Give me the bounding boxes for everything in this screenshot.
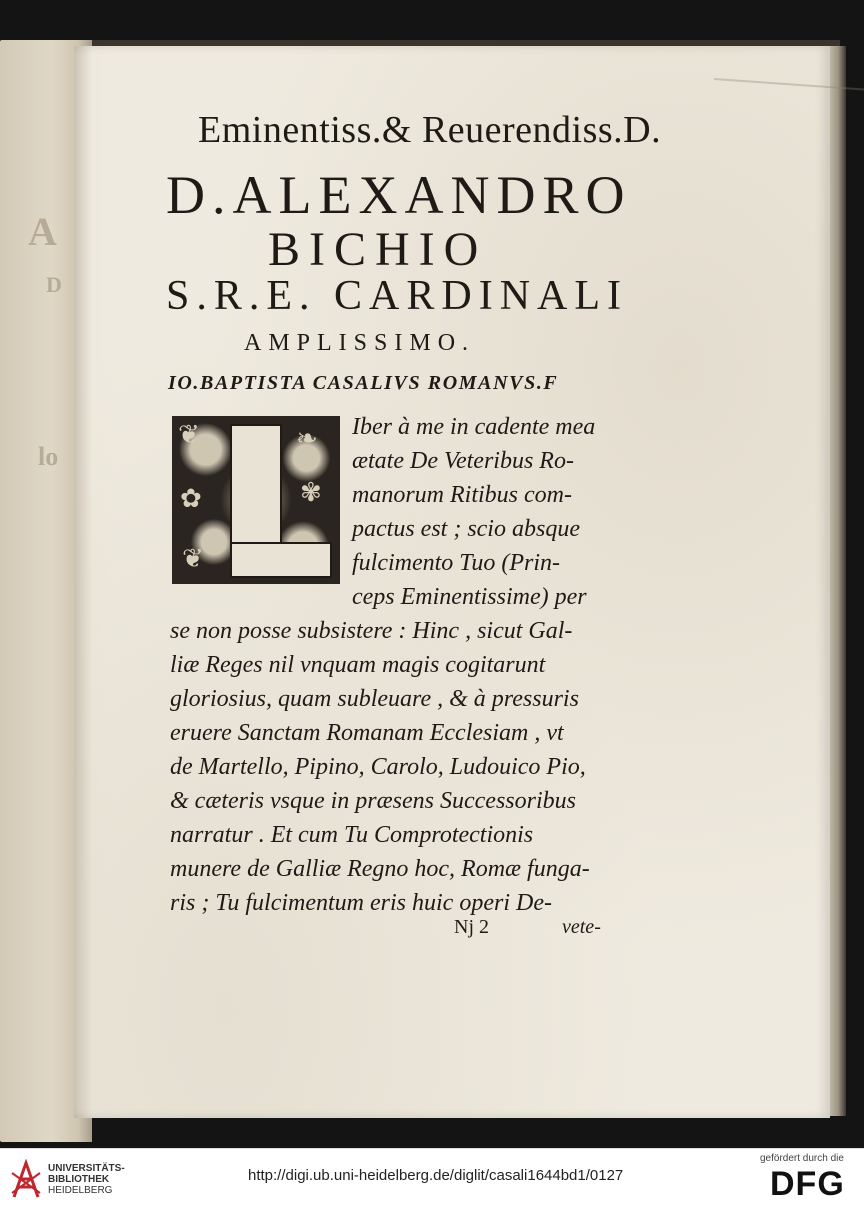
decorated-initial-L: ❦ ❧ ✿ ✾ ❦ [172, 416, 340, 584]
dedicatee-name: D.ALEXANDRO [166, 165, 632, 225]
text-line-7: se non posse subsistere : Hinc , sicut Gal- [170, 618, 573, 644]
author-line: IO.BAPTISTA CASALIVS ROMANVS.F [168, 372, 559, 394]
signature-mark: Nj 2 [454, 916, 489, 938]
text-line-3: manorum Ritibus com- [352, 482, 572, 508]
text-line-4: pactus est ; scio absque [352, 516, 580, 542]
viewer-footer [0, 1148, 864, 1211]
text-line-12: & cæteris vsque in præsens Successoribus [170, 788, 576, 814]
sponsor-label: gefördert durch die [760, 1153, 844, 1164]
text-line-11: de Martello, Pipino, Carolo, Ludouico Pio, [170, 754, 586, 780]
text-line-10: eruere Sanctam Romanam Ecclesiam , vt [170, 720, 564, 746]
institution-line-1: UNIVERSITÄTS- [48, 1163, 125, 1174]
institution-line-2: BIBLIOTHEK [48, 1174, 110, 1185]
text-line-15: ris ; Tu fulcimentum eris huic operi De- [170, 890, 552, 916]
text-line-5: fulcimento Tuo (Prin- [352, 550, 560, 576]
text-line-8: liæ Reges nil vnquam magis cogitarunt [170, 652, 546, 678]
text-line-6: ceps Eminentissime) per [352, 584, 587, 610]
text-line-13: narratur . Et cum Tu Comprotectionis [170, 822, 534, 848]
dedicatee-surname: BICHIO [268, 223, 488, 276]
permalink-url[interactable]: http://digi.ub.uni-heidelberg.de/diglit/casali1644bd1/0127 [248, 1167, 624, 1184]
dedicatee-title: S.R.E. CARDINALI [166, 273, 629, 319]
text-line-1: Iber à me in cadente mea [352, 414, 596, 440]
catchword: vete- [562, 916, 601, 938]
initial-foot [230, 542, 332, 578]
institution-line-3: HEIDELBERG [48, 1185, 113, 1196]
dfg-logo: DFG [770, 1165, 845, 1203]
institution-name [48, 1163, 125, 1196]
facing-page-edge: A D lo [0, 40, 92, 1142]
university-library-logo [10, 1159, 42, 1201]
text-line-14: munere de Galliæ Regno hoc, Romæ funga- [170, 856, 590, 882]
dedicatee-epithet: AMPLISSIMO. [244, 330, 476, 356]
text-line-9: gloriosius, quam subleuare , & à pressuris [170, 686, 579, 712]
text-line-2: ætate De Veteribus Ro- [352, 448, 574, 474]
dedication-heading: Eminentiss.& Reuerendiss.D. [198, 109, 662, 151]
